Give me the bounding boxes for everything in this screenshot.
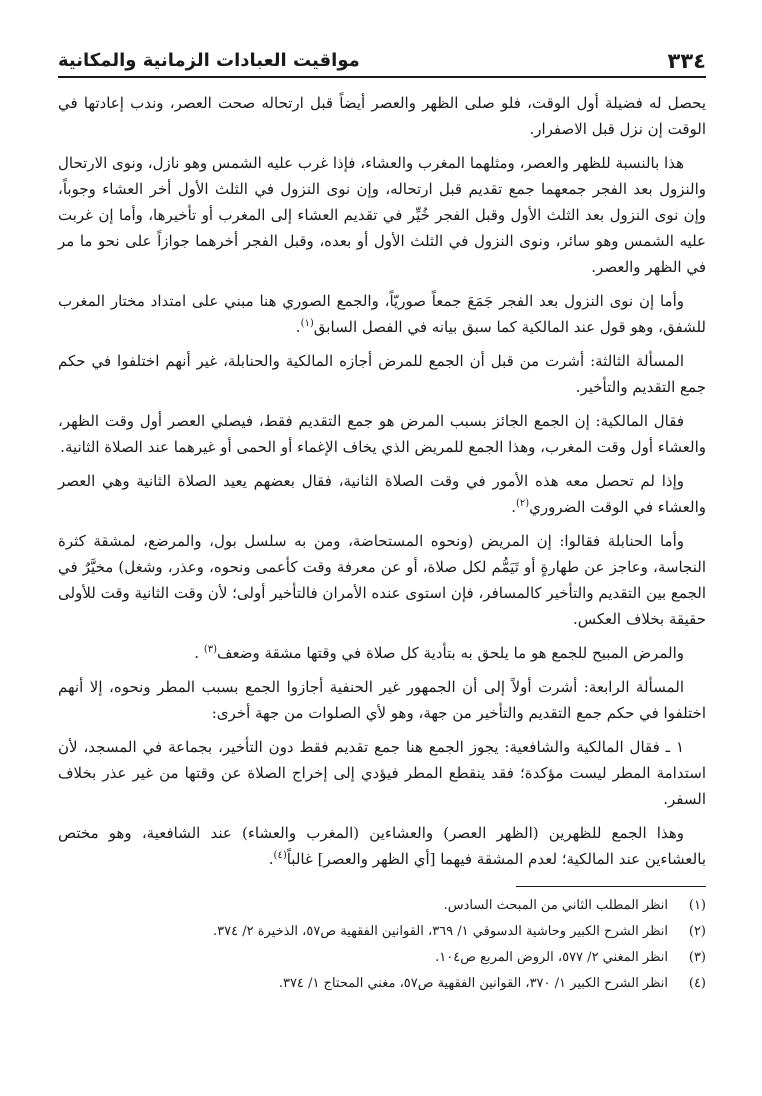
paragraph: هذا بالنسبة للظهر والعصر، ومثلهما المغرب والعشاء، فإذا غرب عليه الشمس وهو نازل، ونوى الارتحال والنزول بعد الفجر جمعهما جمع تقديم قبل ارتحاله، وإن نوى النزول في الثلث الأول أخر العشاء وجوباً، وإن نوى النزول بعد الثلث الأول وقبل الفجر خُيِّر في تقديم العشاء إلى المغرب أو تأخيرها، وأما إن غربت عليه الشمس وهو سائر، ونوى النزول في الثلث الأول أو بعده، وقبل الفجر أخرهما جوازاً على نحو ما مر في الظهر والعصر.	[58, 154, 706, 276]
footnote-number: (٣)	[688, 950, 706, 965]
footnote-divider	[516, 886, 706, 887]
footnote-text: انظر المغني ٢/ ٥٧٧، الروض المربع ص١٠٤.	[435, 950, 668, 965]
footnote-text: انظر الشرح الكبير ١/ ٣٧٠، القوانين الفقهية ص٥٧، مغني المحتاج ١/ ٣٧٤.	[278, 976, 668, 991]
paragraph: وإذا لم تحصل معه هذه الأمور في وقت الصلاة الثانية، فقال بعضهم يعيد الصلاة الثانية وهي العصر والعشاء في الوقت الضروري$^{(٢)}$.	[58, 472, 706, 516]
paragraph: المسألة الرابعة: أشرت أولاً إلى أن الجمهور غير الحنفية أجازوا الجمع بسبب المطر ونحوه، إلا أنهم اختلفوا في حكم جمع التقديم والتأخير من جهة، وهو لأي الصلوات من جهة أخرى:	[58, 678, 706, 722]
footnote-item	[58, 973, 706, 995]
paragraph: وأما الحنابلة فقالوا: إن المريض (ونحوه المستحاضة، ومن به سلسل بول، والمرضع، لمشقة كثرة النجاسة، وعاجز عن طهارةٍ أو تَيَمُّم لكل صلاة، أو عن معرفة وقت كأعمى ونحوه، وعذر، وشغل) مخيَّرٌ في الجمع بين التقديم والتأخير كالمسافر، فإن استوى عنده الأمران فالتأخير أولى؛ لأن وقت الثانية وقت للأولى حقيقة بخلاف العكس.	[58, 532, 706, 628]
footnote-ref: (٢)	[515, 498, 530, 509]
page-header	[58, 44, 706, 78]
paragraph: والمرض المبيح للجمع هو ما يلحق به بتأدية كل صلاة في وقتها مشقة وضعف$^{(٣)}$ .	[194, 644, 684, 662]
paragraph: يحصل له فضيلة أول الوقت، فلو صلى الظهر والعصر أيضاً قبل ارتحاله صحت العصر، وندب إعادتها في الوقت إن نزل قبل الاصفرار.	[58, 94, 706, 138]
paragraph: ١ ـ فقال المالكية والشافعية: يجوز الجمع هنا جمع تقديم فقط دون التأخير، بجماعة في المسجد، لأن استدامة المطر ليست مؤكدة؛ فقد ينقطع المطر فيؤدي إلى إخراج الصلاة عن وقتها من غير عذر بخلاف السفر.	[58, 738, 706, 808]
footnote-text: انظر المطلب الثاني من المبحث السادس.	[443, 898, 668, 913]
book-page	[58, 44, 706, 999]
page-number: ٣٣٤	[667, 49, 706, 73]
footnote-number: (٢)	[688, 924, 706, 939]
running-title: مواقيت العبادات الزمانية والمكانية	[58, 50, 360, 71]
paragraph: المسألة الثالثة: أشرت من قبل أن الجمع للمرض أجازه المالكية والحنابلة، غير أنهم اختلفوا في حكم جمع التقديم والتأخير.	[58, 352, 706, 396]
footnote-text: انظر الشرح الكبير وحاشية الدسوقي ١/ ٣٦٩، القوانين الفقهية ص٥٧، الذخيرة ٢/ ٣٧٤.	[212, 924, 668, 939]
footnote-ref: (٤)	[273, 850, 287, 861]
paragraph: وهذا الجمع للظهرين (الظهر العصر) والعشاءين (المغرب والعشاء) عند الشافعية، وهو مختص بالعشاءين عند المالكية؛ لعدم المشقة فيهما [أي الظهر والعصر] غالباً$^{(٤)}$.	[58, 824, 706, 868]
paragraph: وأما إن نوى النزول بعد الفجر جَمَعَ جمعاً صوريّاً، والجمع الصوري هنا مبني على امتداد مختار المغرب للشفق، وهو قول عند المالكية كما سبق بيانه في الفصل السابق$^{(١)}$.	[58, 292, 706, 336]
footnote-item	[58, 921, 706, 943]
footnote-item	[58, 895, 706, 917]
footnote-number: (٤)	[688, 976, 706, 991]
footnotes	[58, 895, 706, 995]
body-text	[58, 90, 706, 872]
paragraph: فقال المالكية: إن الجمع الجائز بسبب المرض هو جمع التقديم فقط، فيصلي العصر أول وقت الظهر، والعشاء أول وقت المغرب، وهذا الجمع للمريض الذي يخاف الإغماء أو الحمى أو غيرهما عند الصلاة الثانية.	[58, 412, 706, 456]
footnote-ref: (١)	[300, 318, 314, 329]
footnote-ref: (٣)	[203, 644, 217, 655]
footnote-item	[58, 947, 706, 969]
footnote-number: (١)	[688, 898, 706, 913]
